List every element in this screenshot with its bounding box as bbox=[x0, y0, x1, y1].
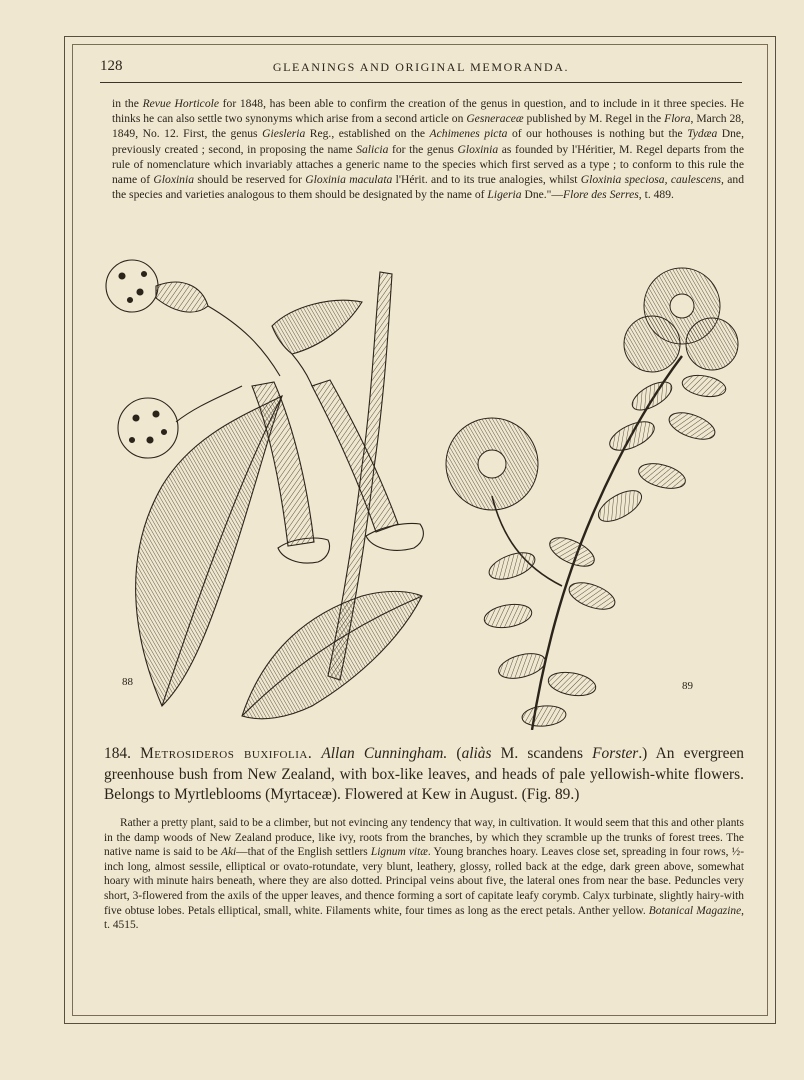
running-head bbox=[100, 58, 742, 83]
entry-number: 184. bbox=[104, 745, 131, 762]
figure-89-label: 89 bbox=[682, 680, 693, 692]
figure-88-label: 88 bbox=[122, 676, 133, 688]
entry-author: Allan Cunningham. bbox=[321, 745, 448, 762]
body-paragraph: Rather a pretty plant, said to be a climber, but not evincing any tendency that way, in cultivation. It would seem that this and other plants in the damp woods of New Zealand produce, like ivy, roots from the branches, by which they scramble up the trunks of forest trees. The native name is said to be Aki—that of the English settlers Lignum vitæ. Young branches hoary. Leaves close set, spreading in four rows, ½-inch long, almost sessile, elliptical or ovato-rotundate, very blunt, leathery, glossy, rolled back at the edge, dark green above, somewhat hoary with minute hairs beneath, where they are also dotted. Principal veins about five, the lateral ones from near the base. Peduncles very short, 3-flowered from the axils of the upper leaves, and thence forming a sort of capitate leafy corymb. Calyx turbinate, slightly hairy-with five obtuse lobes. Petals elliptical, small, white. Filaments white, four times as long as the erect petals. Anther yellow. Botanical Magazine, t. 4515. bbox=[104, 817, 744, 932]
entry-species-name: Metrosideros buxifolia. bbox=[140, 745, 313, 762]
running-title: GLEANINGS AND ORIGINAL MEMORANDA. bbox=[272, 60, 570, 74]
entry-description: An evergreen greenhouse bush from New Zealand, with box-like leaves, and heads of pale yellowish-white flowers. Belongs to Myrtleblooms (Myrtaceæ). Flowered at Kew in August. (Fig. 89.) bbox=[104, 745, 744, 803]
entry-184-heading: 184. Metrosideros buxifolia. Allan Cunningham. (aliàs M. scandens Forster.) An evergreen greenhouse bush from New Zealand, with box-like leaves, and heads of pale yellowish-white flowers. Belongs to Myrtleblooms (Myrtaceæ). Flowered at Kew in August. (Fig. 89.) bbox=[104, 745, 744, 803]
page-number: 128 bbox=[100, 58, 123, 74]
fig-89-drawing bbox=[446, 268, 738, 730]
fig-88-drawing bbox=[106, 260, 423, 719]
botanical-illustration bbox=[92, 236, 742, 730]
intro-paragraph: in the Revue Horticole for 1848, has been able to confirm the creation of the genus in question, and to include in it three species. He thinks he can also settle two synonyms which arise from a second article on Gesneraceæ published by M. Regel in the Flora, March 28, 1849, No. 12. First, the genus Giesleria Reg., established on the Achimenes picta of our hothouses is nothing but the Tydæa Dne, previously created ; second, in proposing the name Salicia for the genus Gloxinia as founded by l'Héritier, M. Regel departs from the rule of nomenclature which invariably attaches a generic name to the species which first served as a type ; to conform to this rule the name of Gloxinia should be reserved for Gloxinia maculata l'Hérit. and to its true analogies, whilst Gloxinia speciosa, caulescens, and the species and varieties analogous to them should be designated by the name of Ligeria Dne."—Flore des Serres, t. 489. bbox=[112, 97, 745, 202]
